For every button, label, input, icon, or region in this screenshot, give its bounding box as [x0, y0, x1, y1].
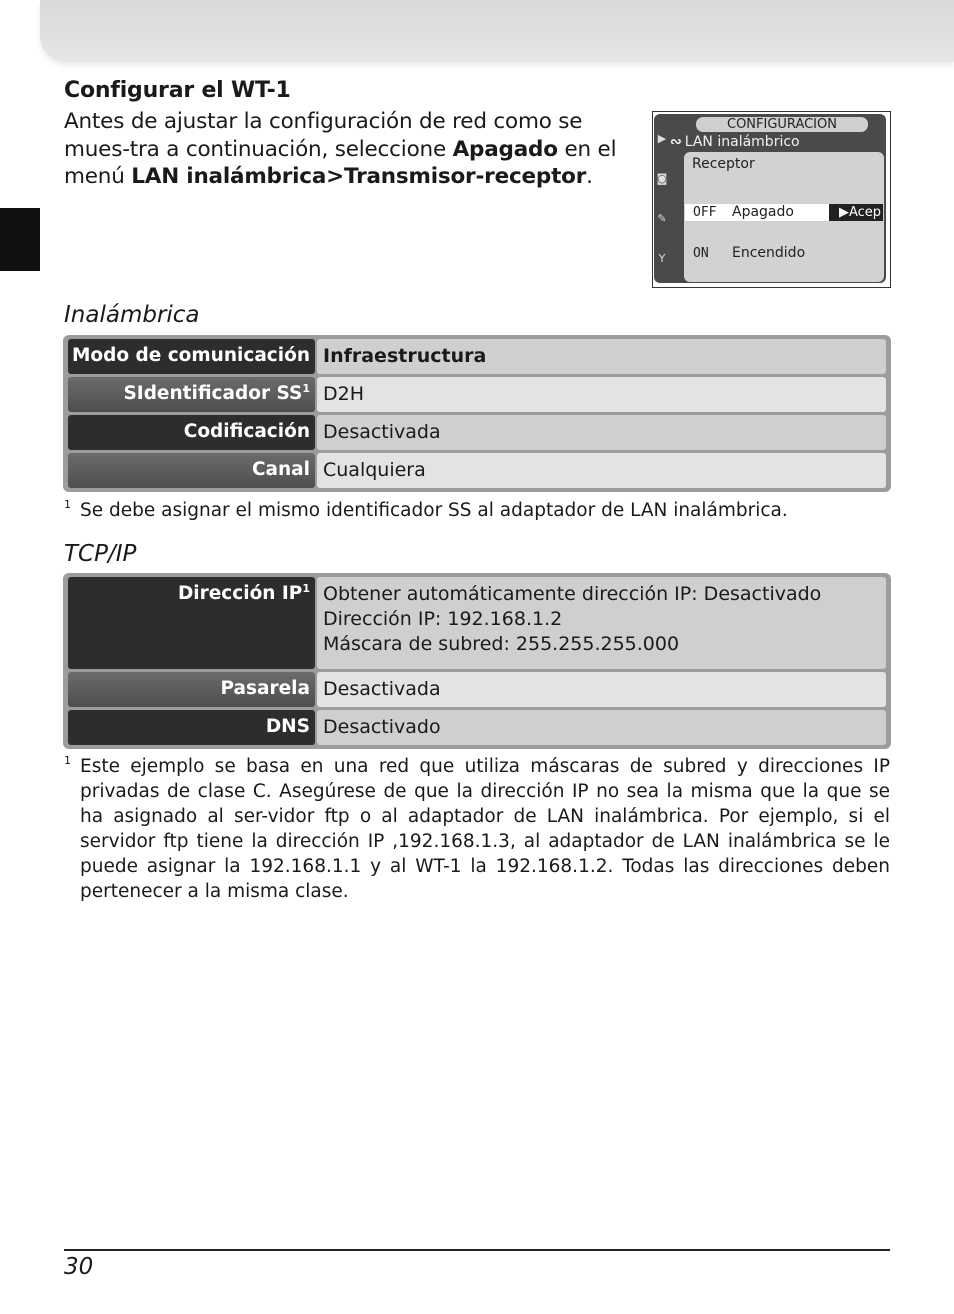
wireless-footnote — [64, 498, 890, 523]
row-value: D2H — [317, 377, 886, 412]
chapter-tab — [0, 208, 40, 271]
tcpip-heading: TCP/IP — [64, 541, 137, 567]
footnote-number: 1 — [64, 754, 71, 767]
footnote-text: Se debe asignar el mismo identificador SS al adaptador de LAN inalámbrica. — [80, 500, 788, 521]
row-key: Modo de comunicación — [68, 339, 315, 374]
play-icon: ▶ — [657, 132, 667, 145]
intro-bold-2: LAN inalámbrica>Transmisor-receptor — [131, 164, 587, 189]
tcpip-table — [63, 573, 891, 749]
tcpip-footnote — [64, 754, 890, 904]
pencil-icon: ✎ — [657, 212, 667, 225]
row-key — [68, 577, 315, 669]
table-row — [68, 577, 886, 669]
row-key: DNS — [68, 710, 315, 745]
header-band — [40, 0, 954, 62]
option-code: OFF — [693, 205, 717, 220]
footer-rule — [64, 1249, 890, 1251]
footnote-marker: 1 — [302, 382, 310, 395]
row-key: Codificación — [68, 415, 315, 450]
row-value — [317, 577, 886, 669]
ok-label: Acep — [848, 205, 881, 220]
footnote-number: 1 — [64, 498, 71, 511]
table-row — [68, 415, 886, 450]
row-key-text: Dirección IP — [177, 583, 303, 604]
value-line: Obtener automáticamente dirección IP: Desactivado — [323, 583, 822, 605]
screen-submenu — [670, 134, 800, 150]
ok-arrow-icon: ▶ — [838, 205, 849, 220]
row-key — [68, 377, 315, 412]
row-value: Desactivado — [317, 710, 886, 745]
camera-icon: ◙ — [656, 172, 668, 185]
camera-screen-figure — [652, 111, 891, 288]
intro-text-1: Antes de ajustar la configuración de red como se mues-tra a continuación, seleccione — [64, 109, 583, 162]
table-row — [68, 453, 886, 488]
page-number: 30 — [64, 1254, 94, 1280]
row-key: Canal — [68, 453, 315, 488]
row-key-text: SIdentificador SS — [123, 383, 303, 404]
table-row — [68, 672, 886, 707]
camera-screen — [654, 114, 886, 283]
wireless-heading: Inalámbrica — [64, 302, 200, 328]
footnote-marker: 1 — [302, 582, 310, 595]
panel-title: Receptor — [692, 156, 755, 172]
footnote-text: Este ejemplo se basa en una red que utiliza máscaras de subred y direcciones IP privadas de clase C. Asegúrese de que la dirección IP no sea la misma que la que se ha asignado al ser-vidor ftp o al adaptador de LAN inalámbrica. Por ejemplo, si el servidor ftp tiene la dirección IP ,192.168.1.3, al adaptador de LAN inalámbrica se le puede asignar la 192.168.1.1 y al WT-1 la 192.168.1.2. Todas las direcciones deben pertenecer a la misma clase. — [80, 756, 890, 902]
row-value: Infraestructura — [317, 339, 886, 374]
wireless-icon: ∾ — [670, 134, 682, 150]
row-key: Pasarela — [68, 672, 315, 707]
value-line: Dirección IP: 192.168.1.2 — [323, 608, 563, 630]
screen-submenu-label: LAN inalámbrico — [684, 134, 800, 150]
intro-text-2: en el menú — [64, 136, 617, 189]
option-off[interactable] — [685, 204, 883, 221]
ok-button[interactable] — [829, 204, 883, 221]
intro-bold-1: Apagado — [452, 136, 558, 162]
option-label: Encendido — [732, 245, 806, 261]
option-on[interactable] — [685, 245, 883, 262]
intro-text-3: . — [586, 164, 593, 189]
section-title: Configurar el WT-1 — [64, 78, 291, 103]
table-row — [68, 339, 886, 374]
wrench-icon: Y — [658, 252, 666, 265]
screen-side-tabs — [654, 129, 670, 279]
option-code: ON — [693, 246, 709, 261]
table-row — [68, 377, 886, 412]
screen-panel — [684, 152, 884, 282]
wireless-table — [63, 335, 891, 492]
option-label: Apagado — [732, 204, 794, 220]
intro-paragraph — [64, 108, 639, 191]
screen-header: CONFIGURACIÓN — [696, 117, 868, 132]
row-value: Desactivada — [317, 415, 886, 450]
table-row — [68, 710, 886, 745]
row-value: Desactivada — [317, 672, 886, 707]
row-value: Cualquiera — [317, 453, 886, 488]
value-line: Máscara de subred: 255.255.255.000 — [323, 633, 680, 655]
